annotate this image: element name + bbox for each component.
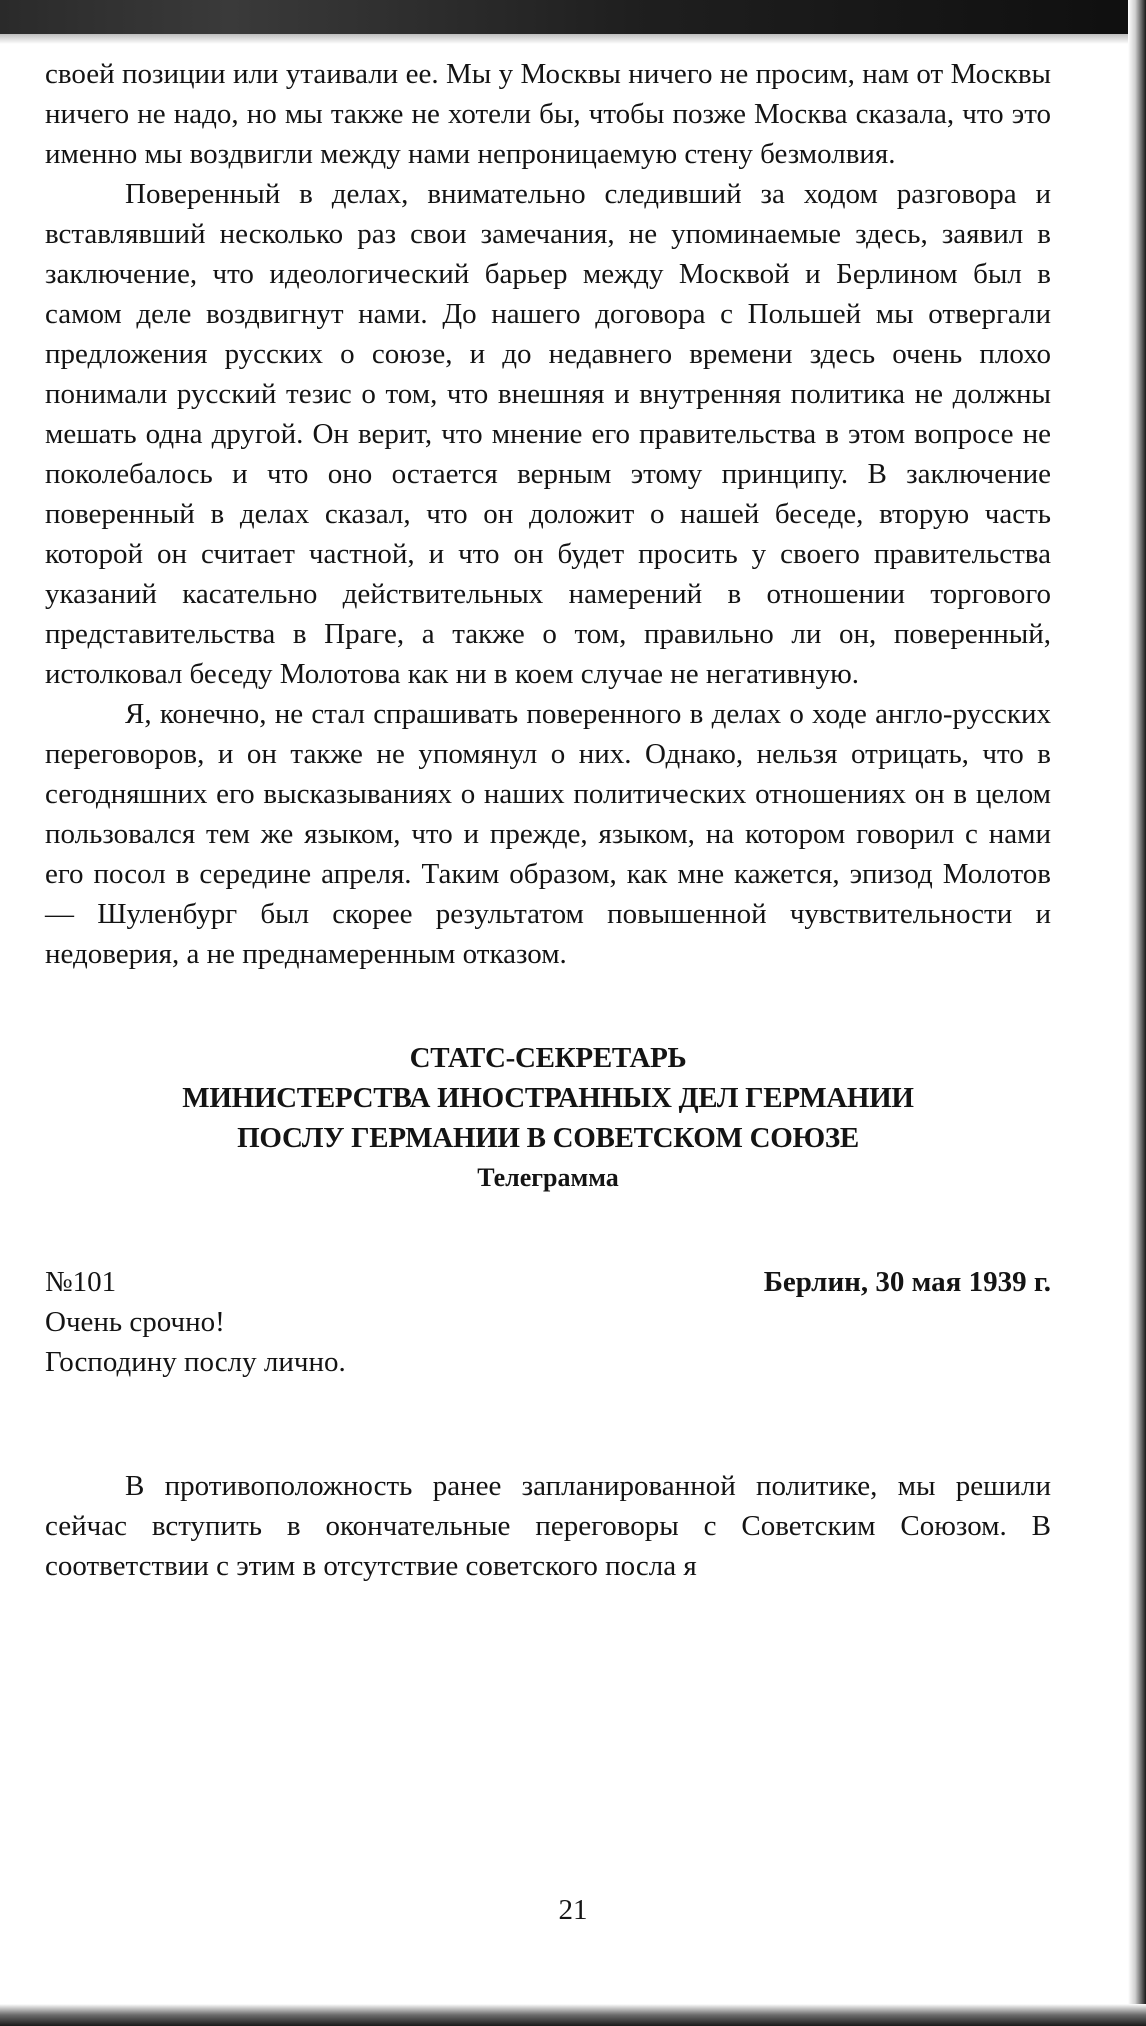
telegram-addressee: Господину послу лично. — [45, 1346, 346, 1378]
paragraph-telegram-body: В противоположность ранее запланированной политике, мы решили сейчас вступить в окончательные переговоры с Советским Союзом. В соответствии с этим в отсутствие советского посла я — [45, 1470, 1051, 1582]
telegram-meta — [45, 1262, 1051, 1382]
meta-row-number-date — [45, 1262, 1051, 1302]
telegram-heading — [45, 1038, 1051, 1158]
telegram-urgency: Очень срочно! — [45, 1306, 225, 1338]
paragraph-charge-d-affaires: Поверенный в делах, внимательно следивший за ходом разговора и вставлявший несколько раз свои замечания, не упоминаемые здесь, заявил в заключение, что идеологический барьер между Москвой и Берлином был в самом деле воздвигнут нами. До нашего договора с Польшей мы отвергали предложения русских о союзе, и до недавнего времени здесь очень плохо понимали русский тезис о том, что внешняя и внутренняя политика не должны мешать одна другой. Он верит, что мнение его правительства в этом вопросе не поколебалось и что оно остается верным этому принципу. В заключение поверенный в делах сказал, что он доложит о нашей беседе, вторую часть которой он считает частной, и что он будет просить у своего правительства указаний касательно действительных намерений в отношении торгового представительства в Праге, а также о том, правильно ли он, поверенный, истолковал беседу Молотова как ни в коем случае не негативную. — [45, 178, 1051, 690]
paragraph-continuation: своей позиции или утаивали ее. Мы у Москвы ничего не просим, нам от Москвы ничего не надо, но мы также не хотели бы, чтобы позже Москва сказала, что это именно мы воздвигли между нами непроницаемую стену безмолвия. — [45, 58, 1051, 170]
scan-border-top-fade — [0, 34, 1146, 44]
scan-border-top — [0, 0, 1146, 34]
scan-border-bottom — [0, 2004, 1146, 2026]
telegram-place-date: Берлин, 30 мая 1939 г. — [763, 1266, 1051, 1298]
heading-line-1: СТАТС-СЕКРЕТАРЬ — [409, 1042, 687, 1074]
heading-line-2: МИНИСТЕРСТВА ИНОСТРАННЫХ ДЕЛ ГЕРМАНИИ — [182, 1082, 914, 1114]
telegram-subtitle: Телеграмма — [477, 1163, 619, 1192]
heading-line-3: ПОСЛУ ГЕРМАНИИ В СОВЕТСКОМ СОЮЗЕ — [237, 1122, 859, 1154]
scan-border-right — [1128, 0, 1146, 2026]
paragraph-conclusion: Я, конечно, не стал спрашивать поверенного в делах о ходе англо-русских переговоров, и он также не упомянул о них. Однако, нельзя отрицать, что в сегодняшних его высказываниях о наших политических отношениях он в целом пользовался тем же языком, что и прежде, языком, на котором говорил с нами его посол в середине апреля. Таким образом, как мне кажется, эпизод Молотов — Шуленбург был скорее результатом повышенной чувствительности и недоверия, а не преднамеренным отказом. — [45, 698, 1051, 970]
page-number: 21 — [558, 1894, 588, 1926]
telegram-number: №101 — [45, 1266, 117, 1298]
document-page — [45, 54, 1051, 1586]
